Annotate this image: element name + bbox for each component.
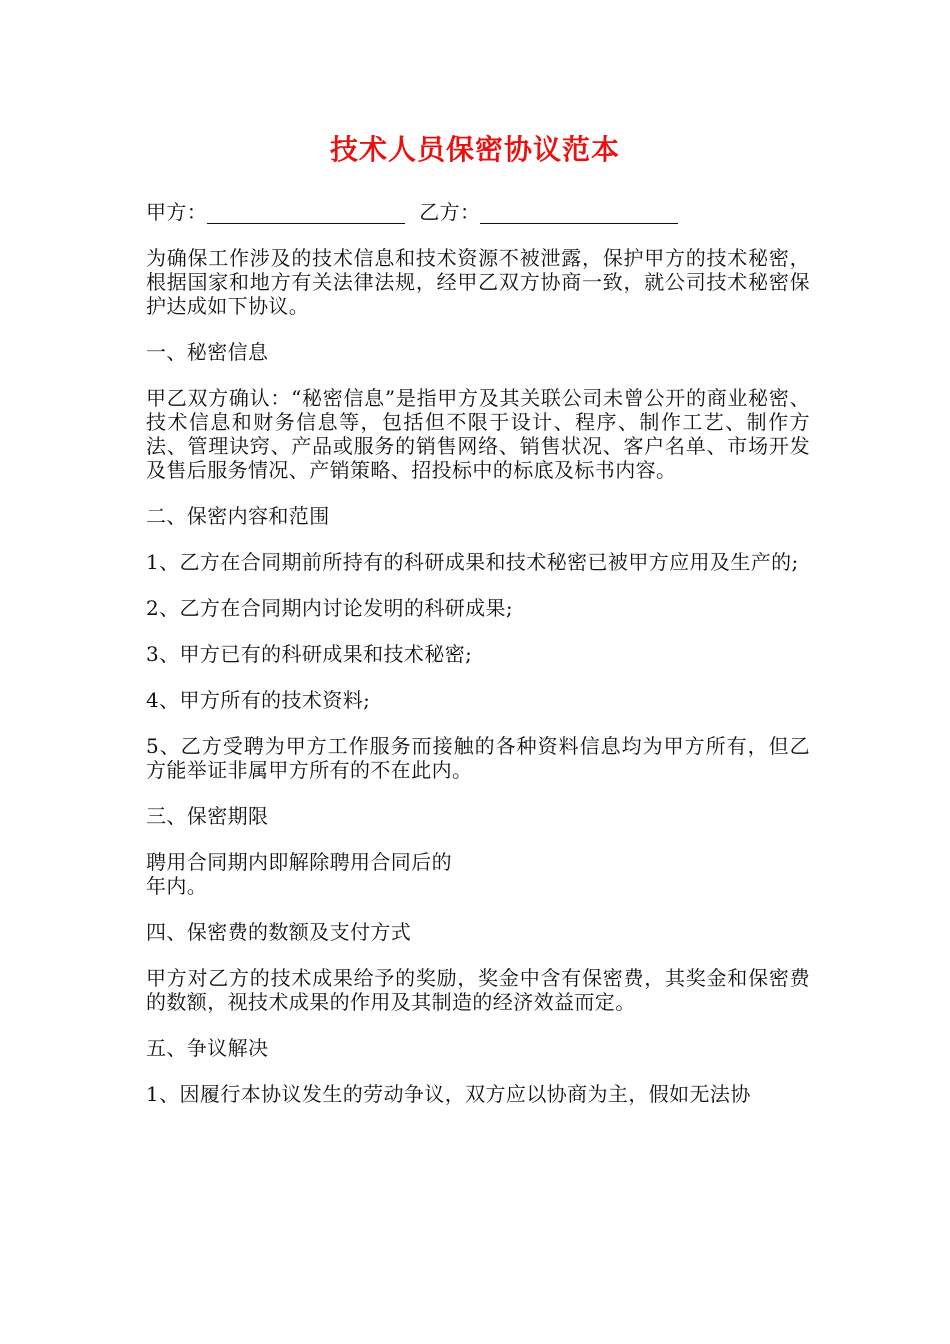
section-2-heading: 二、保密内容和范围 (146, 504, 330, 528)
intro-paragraph: 为确保工作涉及的技术信息和技术资源不被泄露，保护甲方的技术秘密，根据国家和地方有关法律法规，经甲乙双方协商一致，就公司技术秘密保护达成如下协议。 (146, 246, 810, 318)
section-5-heading: 五、争议解决 (146, 1036, 269, 1060)
section-2-item: 5、乙方受聘为甲方工作服务而接触的各种资料信息均为甲方所有，但乙方能举证非属甲方所有的不在此内。 (146, 734, 810, 782)
section-1-heading: 一、秘密信息 (146, 340, 269, 364)
section-5-item: 1、因履行本协议发生的劳动争议，双方应以协商为主，假如无法协 (146, 1082, 751, 1106)
section-3-body (146, 850, 810, 898)
section-2-item: 2、乙方在合同期内讨论发明的科研成果; (146, 596, 514, 620)
section-2-item: 3、甲方已有的科研成果和技术秘密; (146, 642, 473, 666)
party-b-label: 乙方： (419, 200, 481, 224)
section-3-line-2: 年内。 (146, 874, 208, 898)
section-3-line-1: 聘用合同期内即解除聘用合同后的 (146, 850, 452, 874)
party-b-blank (480, 203, 678, 224)
section-2-item: 4、甲方所有的技术资料; (146, 688, 371, 712)
party-a-blank (207, 203, 405, 224)
section-4-body: 甲方对乙方的技术成果给予的奖励，奖金中含有保密费，其奖金和保密费的数额，视技术成果的作用及其制造的经济效益而定。 (146, 966, 810, 1014)
section-4-heading: 四、保密费的数额及支付方式 (146, 920, 412, 944)
parties-line (146, 200, 810, 224)
document-body (146, 200, 810, 1128)
party-a-label: 甲方： (146, 200, 208, 224)
section-1-body: 甲乙双方确认：“秘密信息”是指甲方及其关联公司未曾公开的商业秘密、技术信息和财务信息等，包括但不限于设计、程序、制作工艺、制作方法、管理诀窍、产品或服务的销售网络、销售状况、客户名单、市场开发及售后服务情况、产销策略、招投标中的标底及标书内容。 (146, 386, 810, 482)
document-title: 技术人员保密协议范本 (329, 133, 620, 166)
section-2-item: 1、乙方在合同期前所持有的科研成果和技术秘密已被甲方应用及生产的; (146, 550, 799, 574)
section-3-heading: 三、保密期限 (146, 804, 269, 828)
